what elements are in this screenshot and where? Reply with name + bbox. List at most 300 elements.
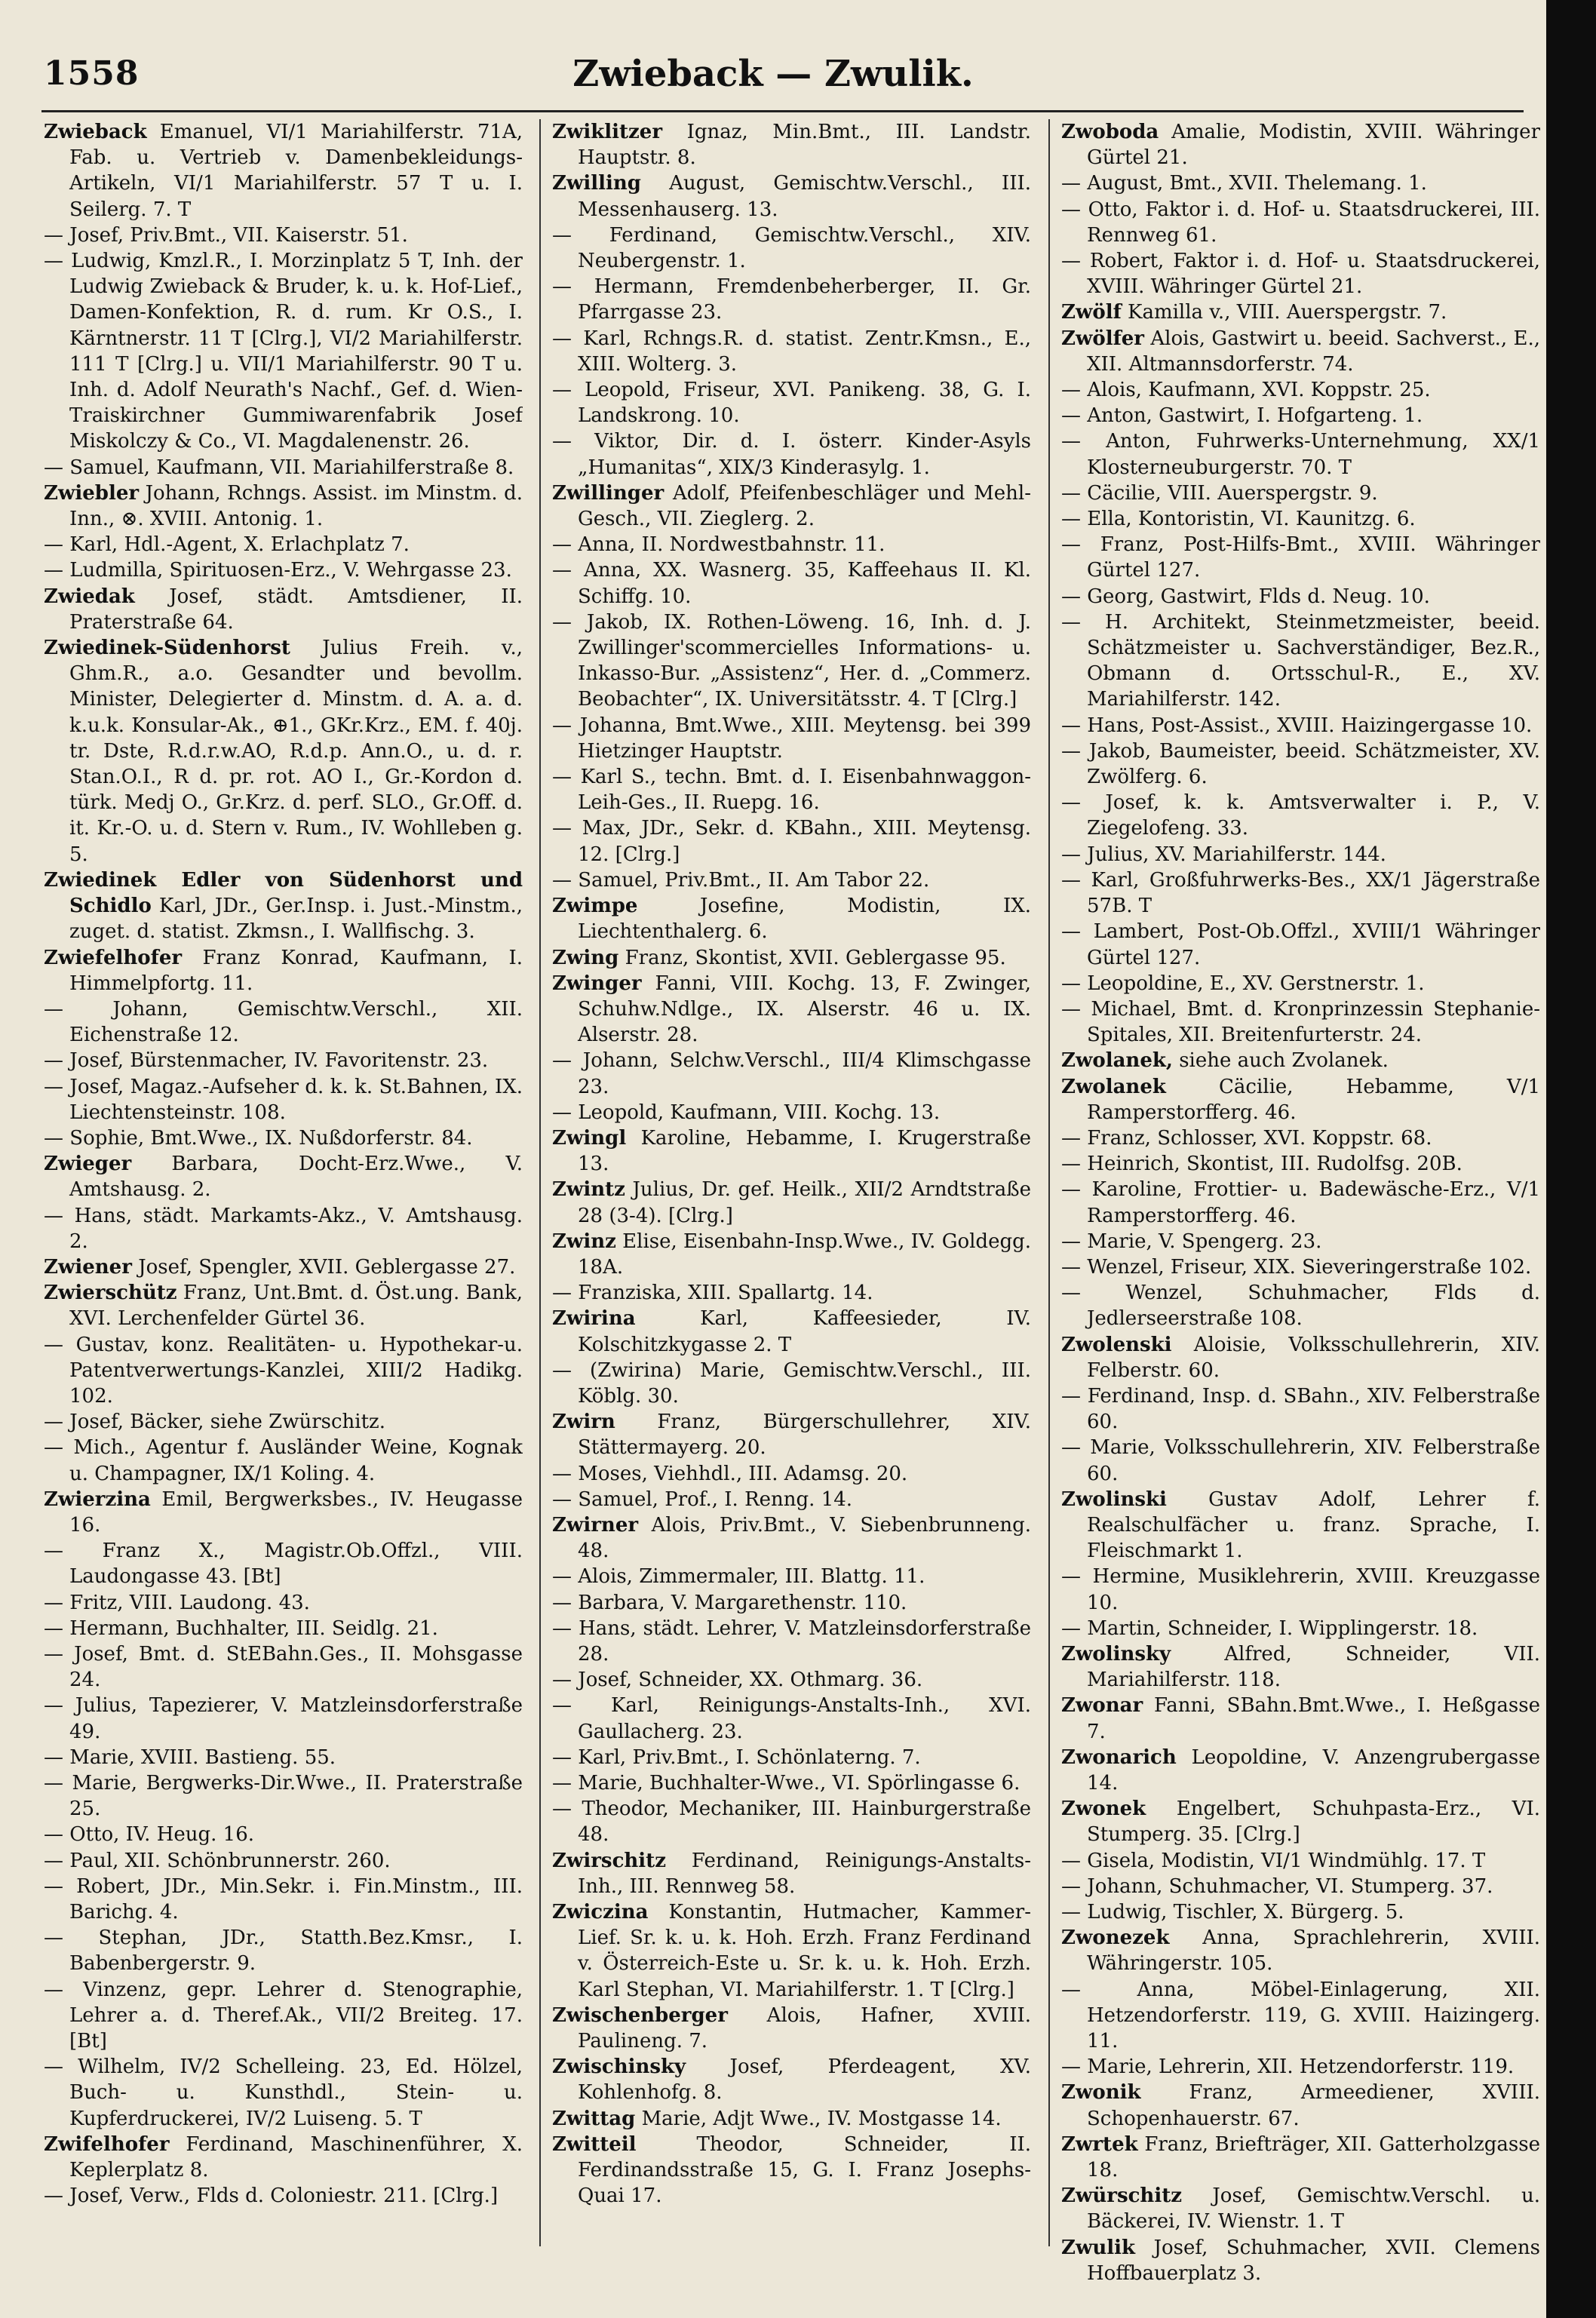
entry-details: Wenzel, Friseur, XIX. Sieveringerstraße 102. (1087, 1255, 1532, 1279)
entry-surname: Zwrtek (1061, 2132, 1138, 2156)
entry-surname: Zwitteil (552, 2132, 637, 2156)
entry-details: Ferdinand, Gemischtw.Verschl., XIV. Neubergenstr. 1. (578, 223, 1031, 273)
directory-entry (44, 1874, 523, 1925)
entry-details: Cäcilie, Hebamme, V/1 Ramperstorfferg. 46. (1087, 1075, 1540, 1124)
page-title: Zwieback — Zwulik. (572, 53, 974, 95)
directory-entry (1061, 1564, 1540, 1615)
entry-details: Ferdinand, Maschinenführer, X. Keplerplatz 8. (69, 2132, 523, 2182)
directory-entry (552, 1280, 1031, 1306)
entry-details: Ludmilla, Spirituosen-Erz., V. Wehrgasse 23. (69, 559, 512, 582)
directory-entry (1061, 2054, 1540, 2080)
directory-entry (1061, 971, 1540, 996)
entry-details: Sophie, Bmt.Wwe., IX. Nußdorferstr. 84. (69, 1126, 473, 1150)
directory-entry (44, 2054, 523, 2132)
entry-details: Hans, städt. Lehrer, V. Matzleinsdorferstraße 28. (578, 1616, 1031, 1666)
entry-surname: Zwilling (552, 172, 641, 195)
entry-details: August, Gemischtw.Verschl., III. Messenhauserg. 13. (578, 172, 1031, 221)
directory-entry (552, 2132, 1031, 2209)
entry-details: Johann, Selchw.Verschl., III/4 Klimschgasse 23. (578, 1049, 1031, 1098)
directory-entry (552, 713, 1031, 764)
directory-entry (44, 1925, 523, 1976)
directory-entry (552, 119, 1031, 170)
directory-entry (1061, 428, 1540, 480)
entry-details: Johanna, Bmt.Wwe., XIII. Meytensg. bei 399 Hietzinger Hauptstr. (578, 714, 1031, 763)
directory-entry (1061, 299, 1540, 325)
entry-surname: Zwischinsky (552, 2055, 686, 2079)
entry-details: Marie, Lehrerin, XII. Hetzendorferstr. 119. (1087, 2055, 1515, 2079)
entry-details: Hermann, Buchhalter, III. Seidlg. 21. (69, 1616, 438, 1640)
directory-entry (552, 377, 1031, 428)
directory-entry (552, 1358, 1031, 1409)
directory-entry (552, 1512, 1031, 1564)
entry-details: Josef, Bürstenmacher, IV. Favoritenstr. 23. (69, 1049, 489, 1073)
entry-surname: Zwinz (552, 1230, 616, 1253)
directory-entry (552, 1770, 1031, 1796)
entry-surname: Zwonarich (1061, 1745, 1177, 1769)
entry-details: Paul, XII. Schönbrunnerstr. 260. (69, 1849, 391, 1872)
directory-entry (44, 1151, 523, 1202)
entry-details: Karl, Kaffeesieder, IV. Kolschitzkygasse 2. T (578, 1307, 1031, 1356)
directory-entry (552, 1487, 1031, 1512)
directory-entry (44, 223, 523, 248)
directory-entry (44, 1074, 523, 1125)
directory-entry (44, 635, 523, 867)
entry-details: Fanni, VIII. Kochg. 13, F. Zwinger, Schuhw.Ndlge., IX. Alserstr. 46 u. IX. Alserstr. 28. (578, 972, 1031, 1047)
directory-entry (1061, 1925, 1540, 1976)
entry-surname: Zwiedinek-Südenhorst (44, 637, 290, 660)
directory-entry (552, 2003, 1031, 2054)
entry-details: Alois, Priv.Bmt., V. Siebenbrunneng. 48. (578, 1513, 1031, 1563)
directory-entry (1061, 480, 1540, 506)
directory-entry (1061, 1280, 1540, 1331)
directory-entry (44, 248, 523, 455)
entry-surname: Zwirner (552, 1513, 639, 1537)
directory-entry (1061, 1383, 1540, 1435)
entry-details: Aloisie, Volksschullehrerin, XIV. Felberstr. 60. (1087, 1333, 1540, 1382)
directory-entry (552, 326, 1031, 377)
directory-entry (44, 532, 523, 557)
entry-surname: Zwulik (1061, 2236, 1136, 2259)
entry-details: Johann, Schuhmacher, VI. Stumperg. 37. (1087, 1874, 1493, 1898)
entry-details: Gisela, Modistin, VI/1 Windmühlg. 17. T (1087, 1849, 1486, 1872)
directory-entry (1061, 1229, 1540, 1254)
entry-details: Karl, JDr., Ger.Insp. i. Just.-Minstm., zuget. d. statist. Zkmsn., I. Wallfischg. 3. (69, 895, 523, 944)
entry-details: Franz, Skontist, XVII. Geblergasse 95. (625, 946, 1006, 969)
directory-entry (552, 1461, 1031, 1487)
directory-entry (552, 1409, 1031, 1460)
directory-entry (44, 119, 523, 223)
directory-entry (552, 815, 1031, 867)
scan-dark-edge (1546, 0, 1596, 2318)
entry-details: Josef, Spengler, XVII. Geblergasse 27. (138, 1255, 516, 1279)
entry-details: Julius Freih. v., Ghm.R., a.o. Gesandter und bevollm. Minister, Delegierter d. Minstm. d. A. a. d. k.u.k. Konsular-Ak., ⊕1., GKr.Krz., EM. f. 40j. tr. Dste, R.d.r.w.AO, R.d.p. Ann.O., u. d. r. Stan.O.I., R d. pr. rot. AO I., Gr.-Kordon d. türk. Medj O., Gr.Krz. d. perf. SLO., Gr.Off. d. it. Kr.-O. u. d. Stern v. Rum., IV. Wohlleben g. 5. (69, 637, 523, 866)
directory-entry (552, 971, 1031, 1048)
directory-entry (44, 1048, 523, 1073)
entry-details: Josef, Priv.Bmt., VII. Kaiserstr. 51. (69, 223, 408, 247)
directory-entry (552, 170, 1031, 222)
directory-entry (1061, 1332, 1540, 1383)
entry-details: Karoline, Hebamme, I. Krugerstraße 13. (578, 1126, 1031, 1176)
directory-entry (552, 2054, 1031, 2105)
entry-details: Ferdinand, Reinigungs-Anstalts-Inh., III. Rennweg 58. (578, 1849, 1031, 1898)
directory-entry (44, 945, 523, 996)
directory-entry (1061, 713, 1540, 738)
entry-details: Franz, Post-Hilfs-Bmt., XVIII. Währinger Gürtel 127. (1087, 533, 1540, 582)
directory-entry (1061, 1616, 1540, 1641)
entry-details: Franz, Armeediener, XVIII. Schopenhauerstr. 67. (1087, 2081, 1540, 2130)
directory-entry (552, 1899, 1031, 2003)
entry-surname: Zwischenberger (552, 2003, 728, 2027)
entry-details: Anna, Sprachlehrerin, XVIII. Währingerstr. 105. (1087, 1927, 1540, 1976)
entry-details: Vinzenz, gepr. Lehrer d. Stenographie, Lehrer a. d. Theref.Ak., VII/2 Breiteg. 17. [Bt] (69, 1978, 523, 2053)
directory-entry (1061, 1177, 1540, 1228)
directory-entry (552, 1306, 1031, 1357)
entry-details: Karl, Reinigungs-Anstalts-Inh., XVI. Gaullacherg. 23. (578, 1694, 1031, 1743)
directory-entry (1061, 1487, 1540, 1564)
entry-details: Josef, Verw., Flds d. Coloniestr. 211. [Clrg.] (69, 2184, 499, 2208)
entry-details: Stephan, JDr., Statth.Bez.Kmsr., I. Babenbergerstr. 9. (69, 1927, 523, 1976)
entry-details: Alfred, Schneider, VII. Mariahilferstr. 118. (1087, 1642, 1540, 1692)
entry-details: Franziska, XIII. Spallartg. 14. (578, 1282, 873, 1305)
directory-entry (552, 274, 1031, 325)
directory-entry (1061, 1435, 1540, 1486)
directory-entry (1061, 1151, 1540, 1177)
directory-entry (44, 2132, 523, 2183)
entry-details: Julius, XV. Mariahilferstr. 144. (1087, 843, 1386, 866)
directory-entry (552, 1100, 1031, 1125)
entry-surname: Zwolinsky (1061, 1642, 1171, 1666)
directory-entry (552, 1796, 1031, 1847)
directory-entry (1061, 1254, 1540, 1280)
directory-entry (552, 557, 1031, 609)
entry-details: Josef, Gemischtw.Verschl. u. Bäckerei, IV. Wienstr. 1. T (1087, 2184, 1540, 2234)
directory-entry (44, 584, 523, 635)
entry-details: Gustav, konz. Realitäten- u. Hypothekar-u. Patentverwertungs-Kanzlei, XIII/2 Hadikg. 102. (69, 1333, 523, 1408)
entry-details: Alois, Zimmermaler, III. Blattg. 11. (578, 1565, 925, 1589)
entry-details: Otto, IV. Heug. 16. (69, 1823, 255, 1847)
entry-details: Alois, Hafner, XVIII. Paulineng. 7. (578, 2003, 1031, 2053)
entry-details: Marie, Volksschullehrerin, XIV. Felberstraße 60. (1087, 1436, 1540, 1485)
directory-entry (44, 1770, 523, 1822)
directory-entry (552, 223, 1031, 274)
entry-details: Samuel, Prof., I. Renng. 14. (578, 1488, 853, 1511)
directory-entry (552, 609, 1031, 713)
directory-entry (552, 893, 1031, 944)
directory-entry (1061, 1874, 1540, 1899)
entry-details: Josef, Magaz.-Aufseher d. k. k. St.Bahnen, IX. Liechtensteinstr. 108. (69, 1075, 523, 1124)
entry-surname: Zwolanek, (1061, 1049, 1173, 1073)
directory-entry (552, 532, 1031, 557)
entry-details: Johann, Rchngs. Assist. im Minstm. d. Inn., ⊗. XVIII. Antonig. 1. (69, 481, 523, 531)
entry-details: Max, JDr., Sekr. d. KBahn., XIII. Meytensg. 12. [Clrg.] (578, 817, 1031, 866)
entry-details: Theodor, Schneider, II. Ferdinandsstraße 15, G. I. Franz Josephs-Quai 17. (578, 2132, 1031, 2208)
entry-surname: Zwimpe (552, 895, 638, 918)
directory-entry (1061, 403, 1540, 428)
entry-details: (Zwirina) Marie, Gemischtw.Verschl., III. Köblg. 30. (578, 1359, 1031, 1408)
directory-entry (44, 1435, 523, 1486)
directory-entry (552, 428, 1031, 480)
directory-entry (44, 1616, 523, 1641)
directory-entry (44, 557, 523, 583)
entry-details: Anton, Fuhrwerks-Unternehmung, XX/1 Klosterneuburgerstr. 70. T (1087, 430, 1540, 479)
directory-entry (44, 1409, 523, 1435)
entry-details: Franz, Bürgerschullehrer, XIV. Stättermayerg. 20. (578, 1411, 1031, 1460)
entry-details: Karl, Hdl.-Agent, X. Erlachplatz 7. (69, 533, 410, 557)
directory-entry (1061, 996, 1540, 1048)
entry-details: Hermine, Musiklehrerin, XVIII. Kreuzgasse 10. (1087, 1565, 1540, 1614)
entry-details: Barbara, Docht-Erz.Wwe., V. Amtshausg. 2. (69, 1153, 523, 1202)
entry-details: Georg, Gastwirt, Flds d. Neug. 10. (1087, 585, 1430, 608)
entry-details: Anna, XX. Wasnerg. 35, Kaffeehaus II. Kl. Schiffg. 10. (578, 559, 1031, 608)
entry-surname: Zwierschütz (44, 1282, 177, 1305)
entry-surname: Zwieger (44, 1153, 132, 1176)
directory-entry (44, 1977, 523, 2055)
directory-entry (1061, 2183, 1540, 2234)
directory-entry (44, 1280, 523, 1331)
entry-details: Josef, Bmt. d. StEBahn.Ges., II. Mohsgasse 24. (69, 1642, 523, 1692)
directory-entry (552, 1667, 1031, 1693)
entry-details: Konstantin, Hutmacher, Kammer-Lief. Sr. k. u. k. Hoh. Erzh. Franz Ferdinand v. Österreich-Este u. Sr. k. u. k. Hoh. Erzh. Karl Stephan, VI. Mariahilferstr. 1. T [Clrg.] (578, 1901, 1031, 2001)
directory-entry (552, 1616, 1031, 1667)
entry-details: Michael, Bmt. d. Kronprinzessin Stephanie-Spitales, XII. Breitenfurterstr. 24. (1087, 997, 1540, 1047)
directory-entry (1061, 170, 1540, 196)
directory-entry (44, 1125, 523, 1151)
entry-surname: Zwiefelhofer (44, 946, 183, 969)
directory-entry (44, 455, 523, 480)
entry-surname: Zwinger (552, 972, 642, 995)
entry-details: Franz, Briefträger, XII. Gatterholzgasse 18. (1087, 2132, 1540, 2182)
directory-entry (552, 764, 1031, 815)
directory-entry (1061, 1048, 1540, 1073)
entry-surname: Zwirn (552, 1411, 615, 1434)
entry-surname: Zwiczina (552, 1901, 649, 1924)
directory-entry (44, 1203, 523, 1254)
entry-surname: Zwifelhofer (44, 2132, 170, 2156)
entry-surname: Zwiklitzer (552, 121, 663, 143)
directory-entry (44, 1641, 523, 1693)
directory-entry (44, 996, 523, 1048)
entry-surname: Zwiener (44, 1255, 132, 1279)
entry-details: Engelbert, Schuhpasta-Erz., VI. Stumperg. 35. [Clrg.] (1087, 1798, 1540, 1847)
entry-details: Otto, Faktor i. d. Hof- u. Staatsdruckerei, III. Rennweg 61. (1087, 198, 1540, 247)
entry-details: Gustav Adolf, Lehrer f. Realschulfächer u. franz. Sprache, I. Fleischmarkt 1. (1087, 1488, 1540, 1563)
column-divider (1048, 119, 1050, 2246)
directory-entry (552, 1693, 1031, 1744)
entry-details: Robert, JDr., Min.Sekr. i. Fin.Minstm., III. Barichg. 4. (69, 1874, 523, 1924)
directory-entry (1061, 119, 1540, 170)
directory-entry (552, 480, 1031, 532)
entry-surname: Zwillinger (552, 481, 664, 505)
entry-details: Johann, Gemischtw.Verschl., XII. Eichenstraße 12. (69, 997, 523, 1047)
entry-details: Alois, Kaufmann, XVI. Koppstr. 25. (1087, 379, 1431, 402)
entry-details: Samuel, Kaufmann, VII. Mariahilferstraße 8. (69, 456, 514, 479)
entry-details: Barbara, V. Margarethenstr. 110. (578, 1591, 907, 1614)
page-number: 1558 (44, 54, 140, 93)
directory-entry (1061, 1693, 1540, 1744)
directory-entry (552, 1125, 1031, 1177)
entry-surname: Zwieback (44, 121, 147, 143)
directory-entry (1061, 377, 1540, 403)
entry-details: Heinrich, Skontist, III. Rudolfsg. 20B. (1087, 1153, 1462, 1176)
directory-entry (552, 945, 1031, 971)
entry-details: Adolf, Pfeifenbeschläger und Mehl-Gesch., VII. Zieglerg. 2. (578, 481, 1031, 531)
entry-details: Hans, städt. Markamts-Akz., V. Amtshausg. 2. (69, 1204, 523, 1253)
entry-details: Elise, Eisenbahn-Insp.Wwe., IV. Goldegg. 18A. (578, 1230, 1031, 1279)
entry-details: Leopold, Friseur, XVI. Panikeng. 38, G. I. Landskrong. 10. (578, 379, 1031, 428)
directory-entry (1061, 2080, 1540, 2131)
entry-surname: Zwürschitz (1061, 2184, 1182, 2208)
entry-details: Karl, Rchngs.R. d. statist. Zentr.Kmsn., E., XIII. Wolterg. 3. (578, 327, 1031, 376)
entry-surname: Zwing (552, 946, 619, 969)
entry-details: Marie, Adjt Wwe., IV. Mostgasse 14. (641, 2107, 1002, 2130)
entry-details: Moses, Viehhdl., III. Adamsg. 20. (578, 1462, 908, 1485)
entry-details: Jakob, IX. Rothen-Löweng. 16, Inh. d. J. Zwillinger'scommercielles Informations- u. Inkasso-Bur. „Assistenz“, Her. d. „Commerz. Beobachter“, IX. Universitätsstr. 4. T [Clrg.] (578, 610, 1031, 711)
directory-entry (1061, 2235, 1540, 2286)
entry-details: Robert, Faktor i. d. Hof- u. Staatsdruckerei, XVIII. Währinger Gürtel 21. (1087, 250, 1540, 299)
entry-surname: Zwolanek (1061, 1075, 1166, 1098)
entry-details: Ludwig, Tischler, X. Bürgerg. 5. (1087, 1901, 1404, 1924)
directory-entry (44, 1693, 523, 1744)
entry-details: Mich., Agentur f. Ausländer Weine, Kognak u. Champagner, IX/1 Koling. 4. (69, 1436, 523, 1485)
directory-entry (1061, 738, 1540, 790)
entry-details: Leopoldine, V. Anzengrubergasse 14. (1087, 1745, 1540, 1795)
entry-details: Hermann, Fremdenbeherberger, II. Gr. Pfarrgasse 23. (578, 275, 1031, 324)
entry-details: Kamilla v., VIII. Auerspergstr. 7. (1128, 301, 1447, 324)
entry-surname: Zwonek (1061, 1798, 1146, 1821)
entry-surname: Zwittag (552, 2107, 636, 2130)
entry-details: Viktor, Dir. d. I. österr. Kinder-Asyls „Humanitas“, XIX/3 Kinderasylg. 1. (578, 430, 1031, 479)
entry-details: Josef, städt. Amtsdiener, II. Praterstraße 64. (69, 585, 523, 634)
entry-details: Amalie, Modistin, XVIII. Währinger Gürtel 21. (1087, 121, 1540, 170)
entry-surname: Zwintz (552, 1178, 625, 1202)
entry-details: Leopold, Kaufmann, VIII. Kochg. 13. (578, 1101, 941, 1124)
entry-details: Emanuel, VI/1 Mariahilferstr. 71A, Fab. u. Vertrieb v. Damenbekleidungs-Artikeln, VI/1 Mariahilferstr. 57 T u. I. Seilerg. 7. T (69, 121, 523, 221)
entry-details: siehe auch Zvolanek. (1179, 1049, 1389, 1073)
entry-details: Ella, Kontoristin, VI. Kaunitzg. 6. (1087, 508, 1416, 531)
header-rule (41, 110, 1524, 112)
entry-details: Ferdinand, Insp. d. SBahn., XIV. Felberstraße 60. (1087, 1384, 1540, 1434)
directory-entry (1061, 919, 1540, 970)
directory-entry (1061, 1899, 1540, 1925)
entry-surname: Zwölfer (1061, 327, 1145, 350)
directory-entry (1061, 326, 1540, 377)
entry-details: H. Architekt, Steinmetzmeister, beeid. Schätzmeister u. Sachverständiger, Bez.R., Obmann d. Ortsschul-R., E., XV. Mariahilferstr. 142. (1087, 610, 1540, 711)
directory-entry (44, 1745, 523, 1770)
directory-entry (1061, 1977, 1540, 2055)
entry-surname: Zwoboda (1061, 121, 1159, 143)
directory-entry (44, 867, 523, 945)
entry-details: Anna, II. Nordwestbahnstr. 11. (578, 533, 885, 557)
entry-details: Franz Konrad, Kaufmann, I. Himmelpfortg. 11. (69, 946, 523, 995)
entry-details: Karl, Großfuhrwerks-Bes., XX/1 Jägerstraße 57B. T (1087, 868, 1540, 918)
entry-details: Marie, V. Spengerg. 23. (1087, 1230, 1322, 1253)
directory-entry (44, 1487, 523, 1538)
entry-surname: Zwonik (1061, 2081, 1141, 2105)
entry-details: Cäcilie, VIII. Auerspergstr. 9. (1087, 481, 1378, 505)
column-divider (539, 119, 541, 2246)
entry-details: Franz, Schlosser, XVI. Koppstr. 68. (1087, 1126, 1432, 1150)
entry-details: Wilhelm, IV/2 Schelleing. 23, Ed. Hölzel, Buch- u. Kunsthdl., Stein- u. Kupferdruckerei, IV/2 Luiseng. 5. T (69, 2055, 523, 2130)
directory-entry (44, 1332, 523, 1410)
entry-details: Wenzel, Schuhmacher, Flds d. Jedlerseerstraße 108. (1087, 1282, 1540, 1331)
entry-details: August, Bmt., XVII. Thelemang. 1. (1087, 172, 1427, 195)
entry-surname: Zwirschitz (552, 1849, 666, 1872)
entry-surname: Zwolinski (1061, 1488, 1167, 1511)
entry-details: Julius, Tapezierer, V. Matzleinsdorferstraße 49. (69, 1694, 523, 1743)
entry-details: Ludwig, Kmzl.R., I. Morzinplatz 5 T, Inh. der Ludwig Zwieback & Bruder, k. u. k. Hof-Lief., Damen-Konfektion, R. d. rum. Kr O.S., I. Kärntnerstr. 11 T [Clrg.], VI/2 Mariahilferstr. 111 T [Clrg.] u. VII/1 Mariahilferstr. 90 T u. Inh. d. Adolf Neurath's Nachf., Gef. d. Wien-Traiskirchner Gummiwarenfabrik Josef Miskolczy & Co., VI. Magdalenenstr. 26. (69, 250, 523, 453)
entry-details: Josef, Schneider, XX. Othmarg. 36. (578, 1669, 923, 1692)
entry-surname: Zwölf (1061, 301, 1122, 324)
directory-entry (1061, 1848, 1540, 1874)
directory-entry (1061, 609, 1540, 713)
entry-details: Anton, Gastwirt, I. Hofgarteng. 1. (1087, 404, 1423, 428)
directory-entry (552, 1564, 1031, 1589)
entry-details: Josef, Pferdeagent, XV. Kohlenhofg. 8. (578, 2055, 1031, 2105)
entry-details: Martin, Schneider, I. Wipplingerstr. 18. (1087, 1616, 1478, 1640)
directory-entry (1061, 842, 1540, 867)
column-2 (552, 119, 1031, 2209)
directory-entry (1061, 1074, 1540, 1125)
entry-details: Marie, XVIII. Bastieng. 55. (69, 1745, 336, 1769)
directory-entry (44, 2183, 523, 2209)
entry-details: Anna, Möbel-Einlagerung, XII. Hetzendorferstr. 119, G. XVIII. Haizingerg. 11. (1087, 1978, 1540, 2053)
entry-details: Ignaz, Min.Bmt., III. Landstr. Hauptstr. 8. (578, 121, 1031, 170)
directory-entry (1061, 584, 1540, 609)
entry-surname: Zwiedak (44, 585, 135, 608)
entry-surname: Zwonar (1061, 1694, 1143, 1718)
entry-details: Leopoldine, E., XV. Gerstnerstr. 1. (1087, 972, 1425, 995)
entry-details: Jakob, Baumeister, beeid. Schätzmeister, XV. Zwölferg. 6. (1087, 739, 1540, 789)
column-1 (44, 119, 523, 2209)
entry-details: Karl S., techn. Bmt. d. I. Eisenbahnwaggon-Leih-Ges., II. Ruepg. 16. (578, 766, 1031, 815)
entry-surname: Zwolenski (1061, 1333, 1172, 1356)
entry-details: Lambert, Post-Ob.Offzl., XVIII/1 Währinger Gürtel 127. (1087, 920, 1540, 969)
entry-details: Hans, Post-Assist., XVIII. Haizingergasse 10. (1087, 714, 1533, 737)
directory-entry (1061, 1745, 1540, 1796)
directory-entry (1061, 1796, 1540, 1847)
directory-entry (1061, 197, 1540, 248)
directory-entry (1061, 532, 1540, 583)
entry-details: Karl, Priv.Bmt., I. Schönlaterng. 7. (578, 1745, 921, 1769)
directory-entry (1061, 1641, 1540, 1693)
entry-details: Karoline, Frottier- u. Badewäsche-Erz., V/1 Ramperstorfferg. 46. (1087, 1178, 1540, 1227)
entry-details: Fritz, VIII. Laudong. 43. (69, 1591, 310, 1614)
directory-entry (552, 1229, 1031, 1280)
entry-details: Theodor, Mechaniker, III. Hainburgerstraße 48. (578, 1798, 1031, 1847)
entry-details: Julius, Dr. gef. Heilk., XII/2 Arndtstraße 28 (3-4). [Clrg.] (578, 1178, 1031, 1227)
directory-entry (1061, 867, 1540, 919)
directory-entry (552, 867, 1031, 893)
directory-entry (1061, 248, 1540, 299)
directory-entry (1061, 506, 1540, 532)
directory-entry (552, 1048, 1031, 1099)
entry-details: Josefine, Modistin, IX. Liechtenthalerg. 6. (578, 895, 1031, 944)
directory-entry (552, 1848, 1031, 1899)
directory-entry (44, 1254, 523, 1280)
entry-surname: Zwonezek (1061, 1927, 1170, 1950)
entry-surname: Zwiedinek Edler von Südenhorst und Schidlo (44, 868, 523, 918)
entry-details: Fanni, SBahn.Bmt.Wwe., I. Heßgasse 7. (1087, 1694, 1540, 1743)
entry-surname: Zwierzina (44, 1488, 151, 1511)
entry-surname: Zwingl (552, 1126, 627, 1150)
directory-entry (44, 1590, 523, 1616)
directory-entry (1061, 2132, 1540, 2183)
entry-details: Samuel, Priv.Bmt., II. Am Tabor 22. (578, 868, 930, 892)
directory-entry (44, 480, 523, 532)
entry-surname: Zwiebler (44, 481, 140, 505)
directory-entry (1061, 1125, 1540, 1151)
entry-surname: Zwirina (552, 1307, 636, 1331)
